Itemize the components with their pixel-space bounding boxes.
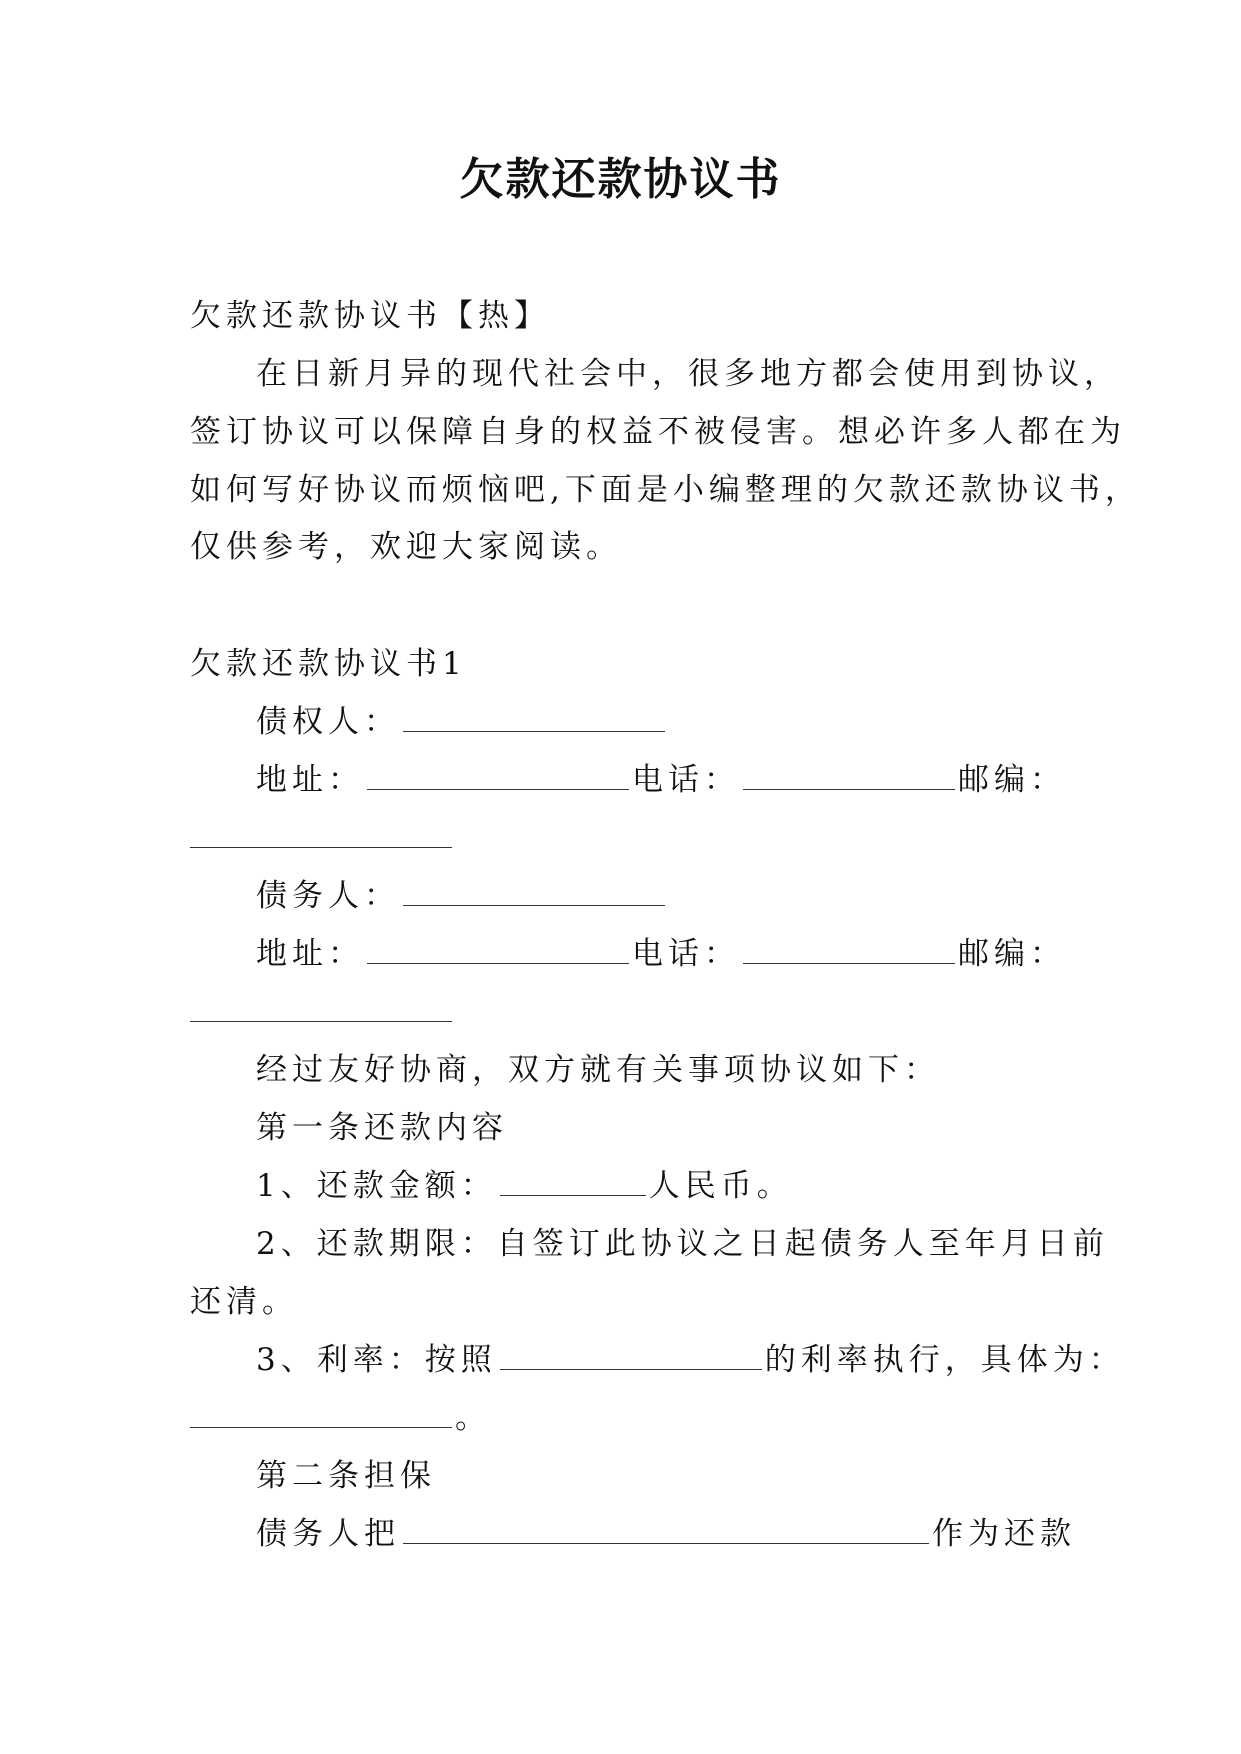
guarantee-prefix: 债务人把 [256, 1516, 400, 1552]
item-3-line [256, 1340, 1125, 1380]
intro-line-2: 签订协议可以保障自身的权益不被侵害。想必许多人都在为 [190, 414, 1126, 450]
item-3-line-2 [190, 1398, 491, 1438]
creditor-postcode-line [190, 818, 455, 858]
item-3-end: 。 [455, 1400, 491, 1436]
creditor-contact-line [256, 760, 1066, 800]
item-3-suffix: 的利率执行，具体为： [764, 1342, 1125, 1378]
guarantee-suffix: 作为还款 [932, 1516, 1076, 1552]
collateral-blank [403, 1514, 929, 1544]
agreement-intro: 经过友好协商，双方就有关事项协议如下： [256, 1052, 940, 1088]
creditor-phone-label: 电话： [632, 762, 740, 798]
creditor-blank [403, 702, 665, 732]
article-1-title: 第一条还款内容 [256, 1110, 508, 1146]
intro-line-1: 在日新月异的现代社会中，很多地方都会使用到协议， [256, 356, 1120, 392]
debtor-contact-line [256, 934, 1066, 974]
item-2-line-1: 2、还款期限：自签订此协议之日起债务人至年月日前 [256, 1226, 1109, 1262]
rate-detail-blank [190, 1398, 452, 1428]
item-2-line-2: 还清。 [190, 1284, 298, 1320]
debtor-phone-label: 电话： [632, 936, 740, 972]
creditor-postcode-label: 邮编： [958, 762, 1066, 798]
article-2-title: 第二条担保 [256, 1458, 436, 1494]
document-subtitle: 欠款还款协议书【热】 [190, 298, 550, 334]
document-title: 欠款还款协议书 [459, 154, 782, 205]
debtor-address-blank [367, 934, 629, 964]
guarantee-line [256, 1514, 1076, 1554]
debtor-phone-blank [743, 934, 955, 964]
intro-line-3: 如何写好协议而烦恼吧,下面是小编整理的欠款还款协议书， [190, 472, 1141, 508]
creditor-address-blank [367, 760, 629, 790]
debtor-postcode-blank [190, 992, 452, 1022]
creditor-postcode-blank [190, 818, 452, 848]
item-1-suffix: 人民币。 [648, 1168, 793, 1204]
item-1-prefix: 1、还款金额： [256, 1168, 497, 1204]
debtor-postcode-line [190, 992, 455, 1032]
creditor-phone-blank [743, 760, 955, 790]
creditor-label: 债权人： [256, 704, 400, 740]
creditor-address-label: 地址： [256, 762, 364, 798]
debtor-blank [403, 876, 665, 906]
item-1-line [256, 1166, 793, 1206]
debtor-line [256, 876, 668, 916]
item-3-prefix: 3、利率：按照 [256, 1342, 497, 1378]
intro-line-4: 仅供参考，欢迎大家阅读。 [190, 529, 622, 565]
debtor-label: 债务人： [256, 878, 400, 914]
debtor-address-label: 地址： [256, 936, 364, 972]
rate-basis-blank [500, 1340, 762, 1370]
amount-blank [500, 1166, 646, 1196]
debtor-postcode-label: 邮编： [958, 936, 1066, 972]
creditor-line [256, 702, 668, 742]
section-1-title: 欠款还款协议书1 [190, 646, 467, 682]
